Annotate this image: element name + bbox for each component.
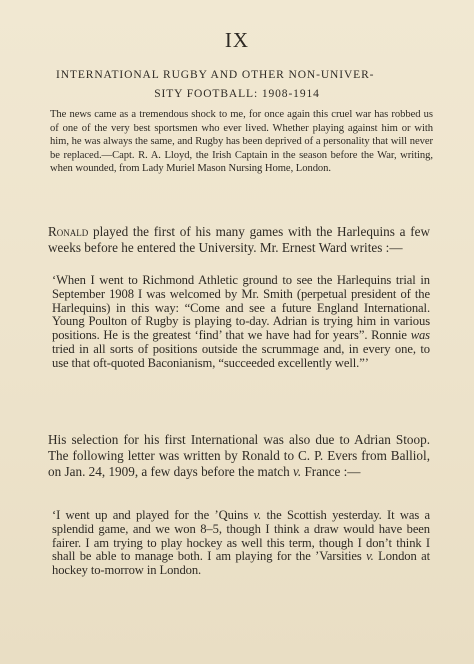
quote-2-text-a: ‘I went up and played for the ’Quins xyxy=(52,508,254,522)
quote-2-italic-a: v. xyxy=(253,508,262,522)
quote-1-italic: was xyxy=(410,328,430,343)
chapter-heading xyxy=(56,66,418,104)
body-paragraph-1 xyxy=(48,224,430,256)
chapter-number: IX xyxy=(224,28,250,52)
chapter-heading-line-1: INTERNATIONAL RUGBY AND OTHER NON-UNIVER- xyxy=(56,69,375,81)
body-paragraph-2 xyxy=(48,432,430,481)
quote-2-text-b: the Scottish yesterday. It was a splendid game, and we won 8–5, though I think a draw would have been fairer. I am trying to play hockey as well this term, though I don’t think I shall be able to manage both. I am playing for the ’Varsities xyxy=(52,508,431,564)
quote-2-text-c: London at hockey to-morrow in London. xyxy=(52,549,430,578)
quote-2-italic-b: v. xyxy=(366,549,374,564)
quote-1-text-b: tried in all sorts of positions outside the scrummage and, in every one, to use that oft-quoted Baconianism, “succeeded excellently well.”’ xyxy=(52,341,430,370)
quote-ernest-ward xyxy=(52,274,430,371)
chapter-heading-line-2: SITY FOOTBALL: 1908-1914 xyxy=(154,88,320,100)
intro-epigraph: The news came as a tremendous shock to me, for once again this cruel war has robbed us of one of the very best sportsmen who ever lived. Whether playing against him or with him, he was always the same, and Rugby has been deprived of a personality that will never be replaced.—Capt. R. A. Lloyd, the Irish Captain in the season before the War, writing, when wounded, from Lady Muriel Mason Nursing Home, London. xyxy=(50,109,433,174)
quote-1-text-a: ‘When I went to Richmond Athletic ground to see the Harlequins trial in September 1908 I was welcomed by Mr. Smith (perpetual president of the Harlequins) in this way: “Come and see a future England International. Young Poulton of Rugby is playing to-day. Adrian is trying him in various positions. He is the greatest ‘find’ that we have had for years”. Ronnie xyxy=(52,273,430,343)
quote-ronald-letter xyxy=(52,509,430,578)
paragraph-lead-word: Ronald xyxy=(48,224,89,239)
paragraph-2-text-b: France :— xyxy=(301,464,361,480)
paragraph-1-text: played the first of his many games with the Harlequins a few weeks before he entered the University. Mr. Ernest Ward writes :— xyxy=(48,224,430,256)
paragraph-2-text-a: His selection for his first International was also due to Adrian Stoop. The following letter was written by Ronald to C. P. Evers from Balliol, on Jan. 24, 1909, a few days before the match xyxy=(48,432,430,480)
paragraph-2-italic: v. xyxy=(293,464,302,480)
